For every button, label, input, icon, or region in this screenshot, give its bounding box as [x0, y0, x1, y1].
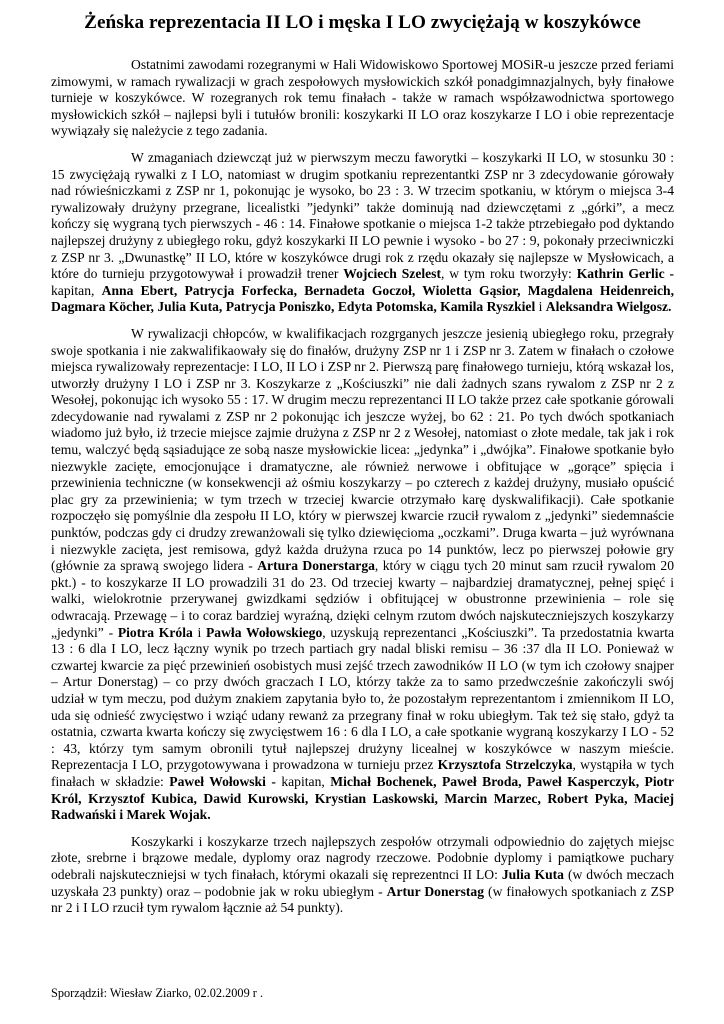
- text-run: kapitan,: [51, 282, 102, 298]
- text-run: Koszykarki i koszykarze trzech najlepszych zespołów otrzymali odpowiednio do zajętych miejsc złote, srebrne i brązowe medale, dyplomy oraz nagrody rzeczowe. Podobnie dyplomy i pamiątkowe puchary odebrali najskuteczniejsi w tych finałach, którymi okazali się reprezentnci II LO:: [51, 833, 674, 882]
- text-run: W rywalizacji chłopców, w kwalifikacjach rozgrganych jeszcze jesienią ubiegłego roku, przegrały swoje spotkania i nie zakwalifikaowały się do finałów, drużyny ZSP nr 1 i ZSP nr 3. Zatem w finałach o czołowe miejsca rywalizowały reprezentacje: I LO, II LO i ZSP nr 2. Pierwszą parę finałowego turnieju, którą wskazał los, utworzły drużyny I LO i ZSP nr 3. Koszykarze z „Kościuszki” nie dali żadnych szans rywalom z ZSP nr 2 z Wesołej, pokonując ich wysoko 55 : 17. W drugim meczu reprezentanci II LO także przez całe spotkanie górowali zdecydowanie nad rywalami z ZSP nr 2 pokonując ich jeszcze wyżej, bo 62 : 21. Po tych dwóch spotkaniach wiadomo już było, iż trzecie miejsce zajmie drużyna z ZSP nr 2 z Wesołej, natomiast o złote medale, tak jak i rok temu, walczyć będą sąsiadujące ze sobą nasze mysłowickie licea: „jedynka” i „dwójka”. Finałowe spotkanie było niezwykle zacięte, emocjonujące i dramatyczne, ale również nerwowe i obfitujące w „gorące” spięcia i przewinienia techniczne (w konsekwencji aż ośmiu koszykarzy – po czterech z każdej drużyny, musiało opuścić plac gry za przewinienia; w tym trzech w trzeciej kwarcie otrzymało karę dyskwalifikacji). Całe spotkanie rozpoczęło się pomyślnie dla zespołu II LO, który w pierwszej kwarcie rzucił rywalom z „jedynki” siedemnaście punktów, podczas gdy ci drudzy zrewanżowali się tylko dziewięcioma „oczkami”. Druga kwarta – już wyrównana i niezwykle zacięta, jest remisowa, gdyż każda drużyna rzuca po 14 punktów, lecz po pierwszej połowie gry (głównie za sprawą swojego lidera -: [51, 325, 674, 574]
- bold-text: Artura Donerstarga: [257, 558, 375, 574]
- bold-text: Paweł Wołowski -: [169, 773, 276, 789]
- bold-text: Pawła Wołowskiego: [206, 624, 323, 640]
- bold-text: Krzysztofa Strzelczyka: [437, 757, 573, 773]
- bold-text: Piotra Króla: [117, 624, 193, 640]
- paragraph-3: [51, 326, 674, 824]
- bold-text: Anna Ebert, Patrycja Forfecka, Bernadeta Goczoł, Wioletta Gąsior, Magdalena Heidenreich, Dagmara Köcher, Julia Kuta, Patrycja Poniszko, Edyta Potomska, Kamila Ryszkiel: [51, 282, 674, 315]
- bold-text: Wojciech Szelest: [343, 266, 441, 282]
- text-run: (w dwóch meczach uzyskała 23 punkty) oraz – podobnie jak w roku ubiegłym -: [51, 866, 674, 899]
- paragraph-2: [51, 150, 674, 316]
- text-run: Ostatnimi zawodami rozegranymi w Hali Widowiskowo Sportowej MOSiR-u jeszcze przed feriami zimowymi, w ramach rywalizacji w grach zespołowych mysłowickich szkół ponadgimnazjalnych, były finałowe turnieje w koszykówce. W rozegranych rok temu finałach - także w ramach współzawodnictwa sportowego mysłowickich szkół – najlepsi byli i tutułów bronili: koszykarki II LO oraz koszykarze I LO i obie reprezentacje wywiązały się należycie z tego zadania.: [51, 57, 674, 139]
- paragraph-4: [51, 834, 674, 917]
- bold-text: Aleksandra Wielgosz.: [545, 299, 672, 315]
- text-run: kapitan,: [275, 773, 331, 789]
- text-run: i: [535, 299, 546, 315]
- text-run: W zmaganiach dziewcząt już w pierwszym meczu faworytki – koszykarki II LO, w stosunku 30 : 15 zwyciężają rywalki z I LO, natomiast w drugim spotkaniu reprezentantki ZSP nr 3 zdecydowanie górowały nad rówieśniczkami z ZSP nr 1, pokonując je wysoko, bo 23 : 3. W trzecim spotkaniu, w którym o miejsca 3-4 rywalizowały drużyny przegrane, licealistki ”jedynki” także dominują nad dziewczętami z „górki”, a mecz kończy się wygraną tych pierwszych - 46 : 14. Finałowe spotkanie o miejsca 1-2 także ptrzebiegało pod dyktando najlepszej drużyny z ubiegłego roku, gdyż koszykarki II LO pewnie i wysoko - bo 27 : 9, pokonały przeciwniczki z ZSP nr 3. „Dwunastkę” II LO, które w koszykówce drugi rok z rzędu okazały się najlepsze w Mysłowicach, a które do turnieju przygotowywał i prowadził trener: [51, 149, 674, 282]
- text-run: , w tym roku tworzyły:: [440, 266, 577, 282]
- text-run: (w finałowych spotkaniach z ZSP nr 2 i I LO rzucił tym rywalom łącznie aż 54 punkty).: [51, 883, 674, 916]
- text-run: i: [192, 624, 206, 640]
- text-run: , który w ciągu tych 20 minut sam rzucił rywalom 20 pkt.) - to koszykarze II LO prowadzili 31 do 23. Od trzeciej kwarty – najbardziej dramatycznej, pełnej spięć i walki, wielokrotnie przerywanej gwizdkami sędziów i obfitującej w obustronne przewinienia – role się odwracają. Przewagę – i to coraz bardziej wyraźną, dzięki celnym rzutom dwóch najskuteczniejszych koszykarzy „jedynki” -: [51, 558, 675, 640]
- paragraph-1: [51, 57, 674, 140]
- article-title: Żeńska reprezentacia II LO i męska I LO zwyciężają w koszykówce: [84, 12, 641, 33]
- bold-text: Artur Donerstag: [386, 883, 485, 899]
- bold-text: Michał Bochenek, Paweł Broda, Paweł Kasperczyk, Piotr Król, Krzysztof Kubica, Dawid Kurowski, Krystian Laskowski, Marcin Marzec, Robert Pyka, Maciej Radwański i Marek Wojak.: [51, 773, 674, 823]
- text-run: , uzyskują reprezentanci „Kościuszki”. Ta przedostatnia kwarta 13 : 6 dla I LO, lecz łączny wynik po trzech partiach gry nadal bliski remisu – 36 :37 dla II LO. Ponieważ w czwartej kwarcie za pięć przewinień osobistych musi zejść trzech zawodników II LO (w tym ich czołowy snajper – Artur Donerstag) – co przy dwóch graczach I LO, którzy także za to samo przedwcześnie zakończyli swój udział w tym meczu, pod dużym znakiem zapytania było to, że pozostałym reprezentantom i zmiennikom II LO, uda się odnieść zwycięstwo i wziąć udany rewanż za przegrany finał w roku ubiegłym. Tak też się stało, gdyż ta ostatnia, czwarta kwarta kończy się zwycięstwem 16 : 6 dla I LO, a całe spotkanie wygraną koszykarzy I LO - 52 : 43, którzy tym samym obronili tytuł najlepszej drużyny licealnej w koszykówce w naszym mieście. Reprezentacja I LO, przygotowywana i prowadzona w turnieju przez: [51, 624, 674, 773]
- text-run: , wystąpiła w tych finałach w składzie:: [51, 757, 674, 789]
- article-body: [51, 57, 674, 917]
- bold-text: Julia Kuta: [501, 866, 564, 882]
- bold-text: Kathrin Gerlic -: [576, 266, 674, 282]
- signature: Sporządził: Wiesław Ziarko, 02.02.2009 r .: [51, 986, 264, 1000]
